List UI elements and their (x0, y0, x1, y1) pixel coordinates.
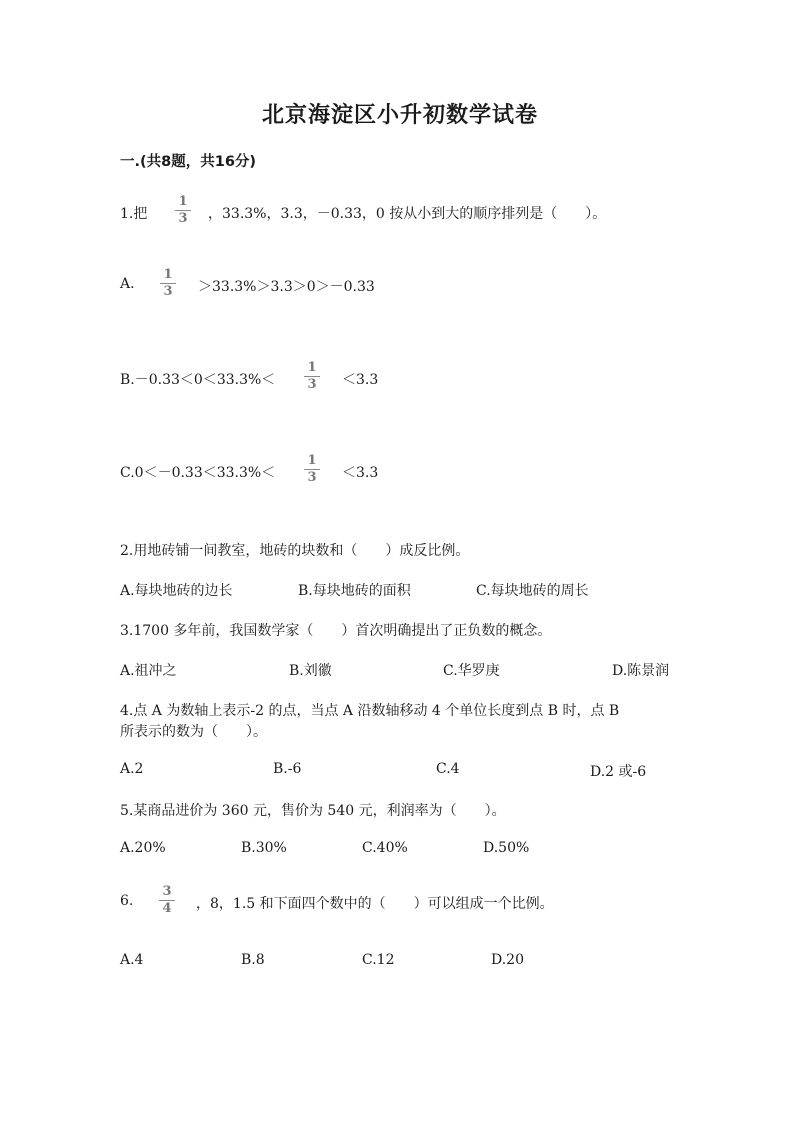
q1-option-b-fraction (304, 361, 320, 392)
q1-option-c-text: C.0＜－0.33＜33.3%＜ (120, 465, 276, 481)
q5-option-a: A.20% (120, 840, 166, 856)
q3-option-a: A.祖冲之 (120, 663, 177, 679)
q5-option-c: C.40% (362, 840, 408, 856)
page-title: 北京海淀区小升初数学试卷 (261, 103, 538, 128)
q6-option-d: D.20 (491, 952, 524, 968)
q4-stem-line1: 4.点 A 为数轴上表示-2 的点，当点 A 沿数轴移动 4 个单位长度到点 B 时，点 B (120, 703, 620, 719)
q1-stem: ，33.3%，3.3，－0.33，0 按从小到大的顺序排列是（ ）。 (208, 206, 607, 222)
q1-option-c-tail: ＜3.3 (342, 465, 379, 481)
q1-option-b-fraction-numerator: 1 (307, 360, 317, 375)
q3-stem: 3.1700 多年前，我国数学家（ ）首次明确提出了正负数的概念。 (120, 623, 552, 639)
q1-option-a-fraction (160, 268, 176, 299)
q4-option-a: A.2 (120, 761, 144, 777)
q2-stem: 2.用地砖铺一间教室，地砖的块数和（ ）成反比例。 (120, 543, 470, 559)
q5-stem: 5.某商品进价为 360 元，售价为 540 元，利润率为（ ）。 (120, 803, 506, 819)
q1-prefix: 1.把 (120, 206, 148, 222)
q1-option-a-fraction-numerator: 1 (163, 267, 173, 282)
section-heading: 一.(共8题，共16分) (120, 154, 257, 170)
q1-option-c-fraction-numerator: 1 (307, 453, 317, 468)
q4-option-c: C.4 (436, 761, 460, 777)
q1-option-a-fraction-denominator: 3 (163, 284, 173, 299)
q4-option-d: D.2 或-6 (590, 764, 647, 780)
q2-option-a: A.每块地砖的边长 (120, 583, 233, 599)
q6-option-c: C.12 (362, 952, 395, 968)
q1-option-c-fraction (304, 454, 320, 485)
q6-prefix: 6. (120, 893, 134, 909)
q1-option-c-fraction-denominator: 3 (307, 470, 317, 485)
q6-fraction-denominator: 4 (162, 901, 172, 916)
q4-option-b: B.-6 (273, 761, 302, 777)
q1-option-a-label: A. (120, 276, 135, 292)
q4-stem-line2: 所表示的数为（ ）。 (120, 724, 267, 740)
q6-option-b: B.8 (241, 952, 265, 968)
q2-option-c: C.每块地砖的周长 (476, 583, 589, 599)
q1-fraction (175, 195, 191, 226)
q3-option-c: C.华罗庚 (443, 663, 500, 679)
q1-option-b-fraction-denominator: 3 (307, 377, 317, 392)
q6-option-a: A.4 (120, 952, 144, 968)
q5-option-b: B.30% (241, 840, 287, 856)
q6-stem: ，8，1.5 和下面四个数中的（ ）可以组成一个比例。 (196, 896, 554, 912)
q5-option-d: D.50% (483, 840, 530, 856)
q1-fraction-denominator: 3 (178, 211, 188, 226)
q6-fraction (159, 885, 175, 916)
q3-option-d: D.陈景润 (612, 663, 670, 679)
q2-option-b: B.每块地砖的面积 (298, 583, 411, 599)
q1-option-b-text: B.－0.33＜0＜33.3%＜ (120, 372, 276, 388)
q1-option-b-tail: ＜3.3 (342, 372, 379, 388)
q1-option-a-text: ＞33.3%＞3.3＞0＞－0.33 (198, 279, 375, 295)
q6-fraction-numerator: 3 (162, 884, 172, 899)
q3-option-b: B.刘徽 (289, 663, 332, 679)
q1-fraction-numerator: 1 (178, 194, 188, 209)
